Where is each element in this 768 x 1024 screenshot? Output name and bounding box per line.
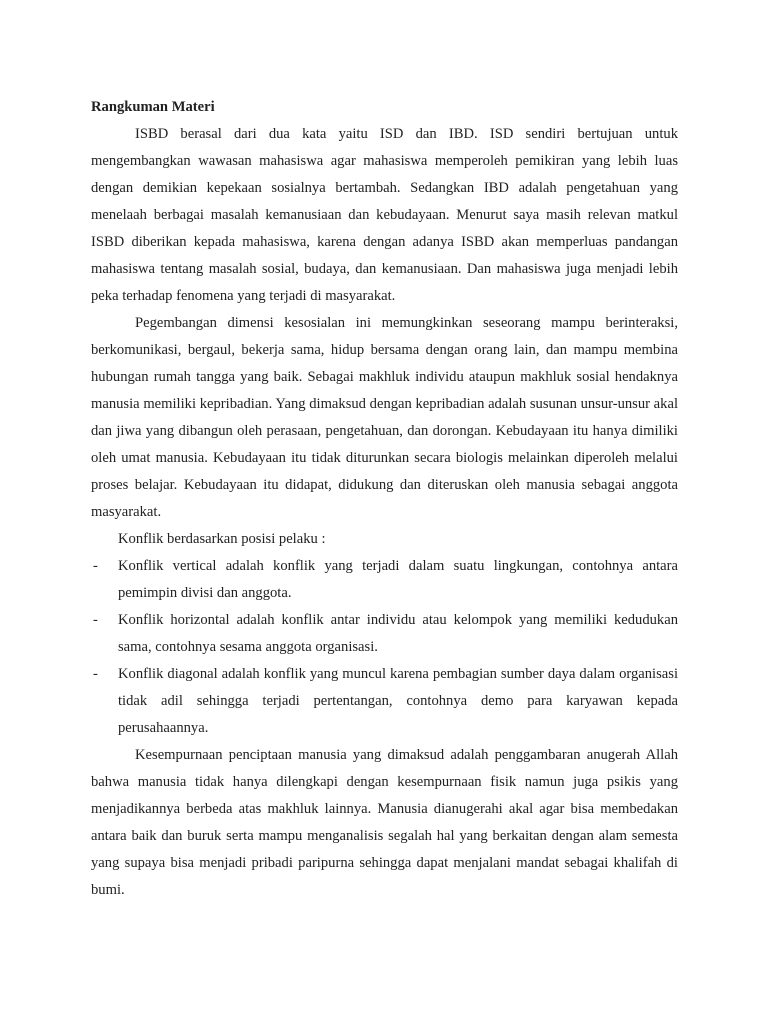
- list-item: [91, 607, 678, 661]
- bullet-marker: -: [93, 666, 98, 682]
- list-intro: Konflik berdasarkan posisi pelaku :: [118, 531, 326, 547]
- paragraph-kesempurnaan: Kesempurnaan penciptaan manusia yang dimaksud adalah penggambaran anugerah Allah bahwa manusia tidak hanya dilengkapi dengan kesempurnaan fisik namun juga psikis yang menjadikannya berbeda atas makhluk lainnya. Manusia dianugerahi akal agar bisa membedakan antara baik dan buruk serta mampu menganalisis segalah hal yang berkaitan dengan alam semesta yang supaya bisa menjadi pribadi paripurna sehingga dapat menjalani mandat sebagai khalifah di bumi.: [91, 747, 678, 898]
- bullet-marker: -: [93, 558, 98, 574]
- list-item-text: Konflik horizontal adalah konflik antar individu atau kelompok yang memiliki kedudukan sama, contohnya sesama anggota organisasi.: [118, 612, 678, 655]
- document-title: Rangkuman Materi: [91, 99, 215, 115]
- paragraph-isbd: ISBD berasal dari dua kata yaitu ISD dan IBD. ISD sendiri bertujuan untuk mengembangkan wawasan mahasiswa agar mahasiswa memperoleh pemikiran yang lebih luas dengan demikian kepekaan sosialnya bertambah. Sedangkan IBD adalah pengetahuan yang menelaah berbagai masalah kemanusiaan dan kebudayaan. Menurut saya masih relevan matkul ISBD diberikan kepada mahasiswa, karena dengan adanya ISBD akan memperluas pandangan mahasiswa tentang masalah sosial, budaya, dan kemanusiaan. Dan mahasiswa juga menjadi lebih peka terhadap fenomena yang terjadi di masyarakat.: [91, 126, 678, 304]
- conflict-list: [91, 553, 678, 742]
- list-item: [91, 553, 678, 607]
- list-item-text: Konflik diagonal adalah konflik yang muncul karena pembagian sumber daya dalam organisasi tidak adil sehingga terjadi pertentangan, contohnya demo para karyawan kepada perusahaannya.: [118, 666, 678, 736]
- list-item: [91, 661, 678, 742]
- paragraph-kesosialan: Pegembangan dimensi kesosialan ini memungkinkan seseorang mampu berinteraksi, berkomunikasi, bergaul, bekerja sama, hidup bersama dengan orang lain, dan mampu membina hubungan rumah tangga yang baik. Sebagai makhluk individu ataupun makhluk sosial hendaknya manusia memiliki kepribadian. Yang dimaksud dengan kepribadian adalah susunan unsur-unsur akal dan jiwa yang dibangun oleh perasaan, pengetahuan, dan dorongan. Kebudayaan itu hanya dimiliki oleh umat manusia. Kebudayaan itu tidak diturunkan secara biologis melainkan diperoleh melalui proses belajar. Kebudayaan itu didapat, didukung dan diteruskan oleh manusia sebagai anggota masyarakat.: [91, 315, 678, 520]
- list-item-text: Konflik vertical adalah konflik yang terjadi dalam suatu lingkungan, contohnya antara pemimpin divisi dan anggota.: [118, 558, 678, 601]
- document-page: [91, 94, 678, 904]
- bullet-marker: -: [93, 612, 98, 628]
